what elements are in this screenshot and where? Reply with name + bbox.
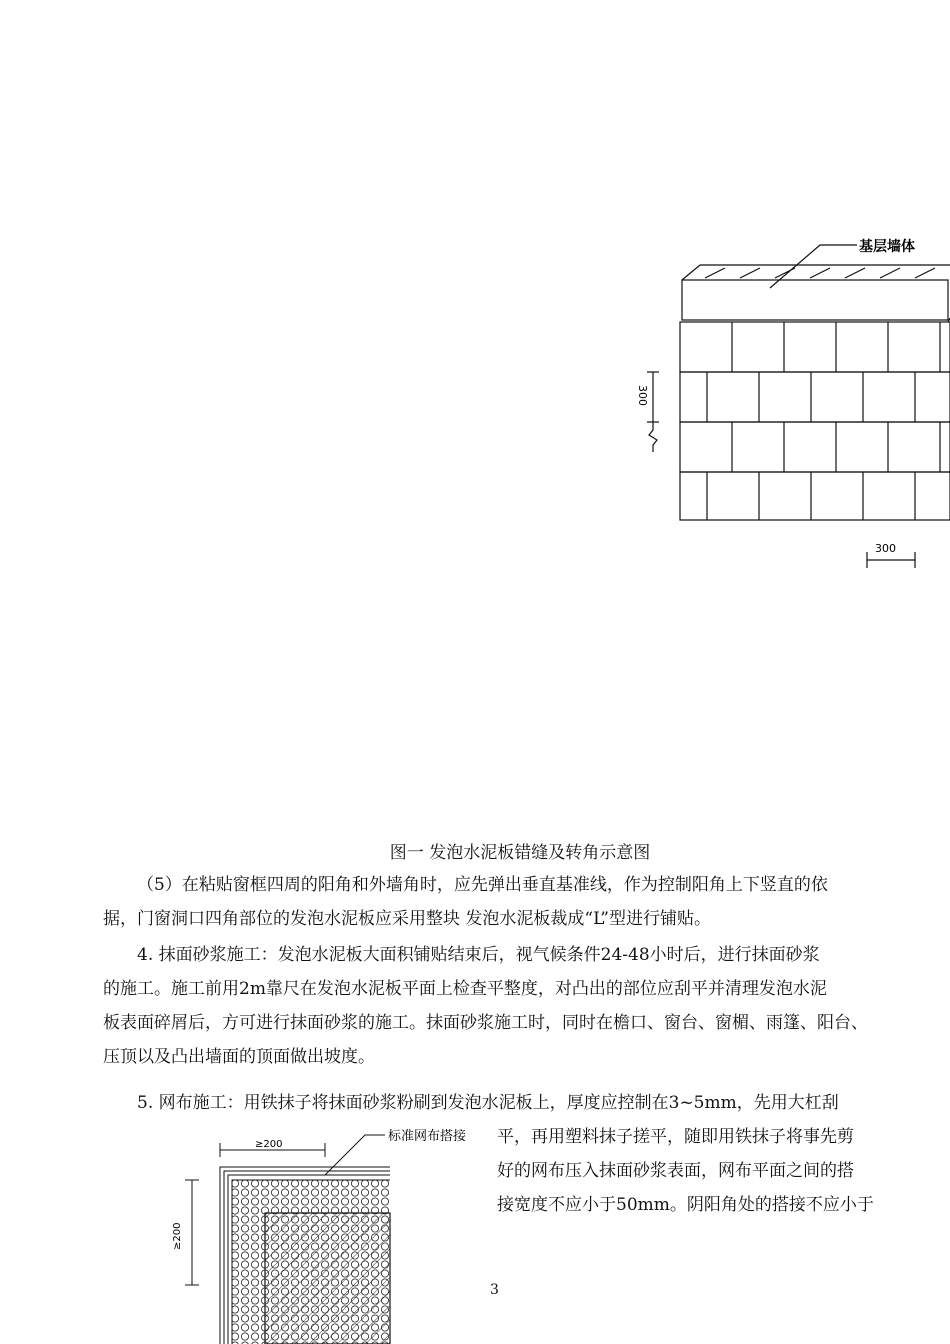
text-line: 5. 网布施工：用铁抹子将抹面砂浆粉刷到发泡水泥板上，厚度应控制在3~5mm，先用大杠刮 xyxy=(137,1093,839,1113)
text-line: 压顶以及凸出墙面的顶面做出坡度。 xyxy=(103,1047,375,1067)
text-line: （5）在粘贴窗框四周的阳角和外墙角时，应先弹出垂直基准线，作为控制阳角上下竖直的依 xyxy=(137,875,828,895)
figure-staggered-joints xyxy=(625,230,950,590)
dim-vertical-label: 300 xyxy=(636,385,649,406)
top-wall-slab xyxy=(682,280,948,320)
dim-left-label: ≥200 xyxy=(172,1222,183,1250)
text-line: 4. 抹面砂浆施工：发泡水泥板大面积铺贴结束后，视气候条件24-48小时后，进行抹面砂浆 xyxy=(137,945,820,965)
text-line: 板表面碎屑后，方可进行抹面砂浆的施工。抹面砂浆施工时，同时在檐口、窗台、窗楣、雨篷、阳台、 xyxy=(103,1013,868,1033)
board-layer xyxy=(265,1213,390,1344)
mesh-overlap-label: 标准网布搭接 xyxy=(388,1129,467,1144)
text-line: 接宽度不应小于50mm。阴阳角处的搭接不应小于 xyxy=(497,1195,874,1215)
paragraph-mesh-install-continued xyxy=(497,1120,917,1222)
text-line: 平，再用塑料抹子搓平，随即用铁抹子将事先剪 xyxy=(497,1127,854,1147)
dim-top-label: ≥200 xyxy=(255,1139,283,1150)
paragraph-mesh-install xyxy=(103,1086,903,1120)
text-line: 好的网布压入抹面砂浆表面，网布平面之间的搭 xyxy=(497,1161,854,1181)
wall-label: 基层墙体 xyxy=(859,239,915,255)
paragraph-corner-install xyxy=(103,868,903,936)
figure-mesh-overlap xyxy=(160,1125,490,1344)
staggered-joints-diagram xyxy=(625,230,950,590)
dim-horizontal-label: 300 xyxy=(875,542,896,555)
text-line: 据，门窗洞口四角部位的发泡水泥板应采用整块 发泡水泥板裁成“L”型进行铺贴。 xyxy=(103,909,711,929)
text-line: 的施工。施工前用2m靠尺在发泡水泥板平面上检查平整度，对凸出的部位应刮平并清理发泡水泥 xyxy=(103,979,827,999)
mesh-overlap-diagram xyxy=(160,1125,490,1344)
label-leader-line xyxy=(770,245,857,288)
figure-caption: 图一 发泡水泥板错缝及转角示意图 xyxy=(389,843,651,863)
page-number: 3 xyxy=(490,1282,499,1298)
paragraph-plaster-mortar xyxy=(103,938,903,1074)
